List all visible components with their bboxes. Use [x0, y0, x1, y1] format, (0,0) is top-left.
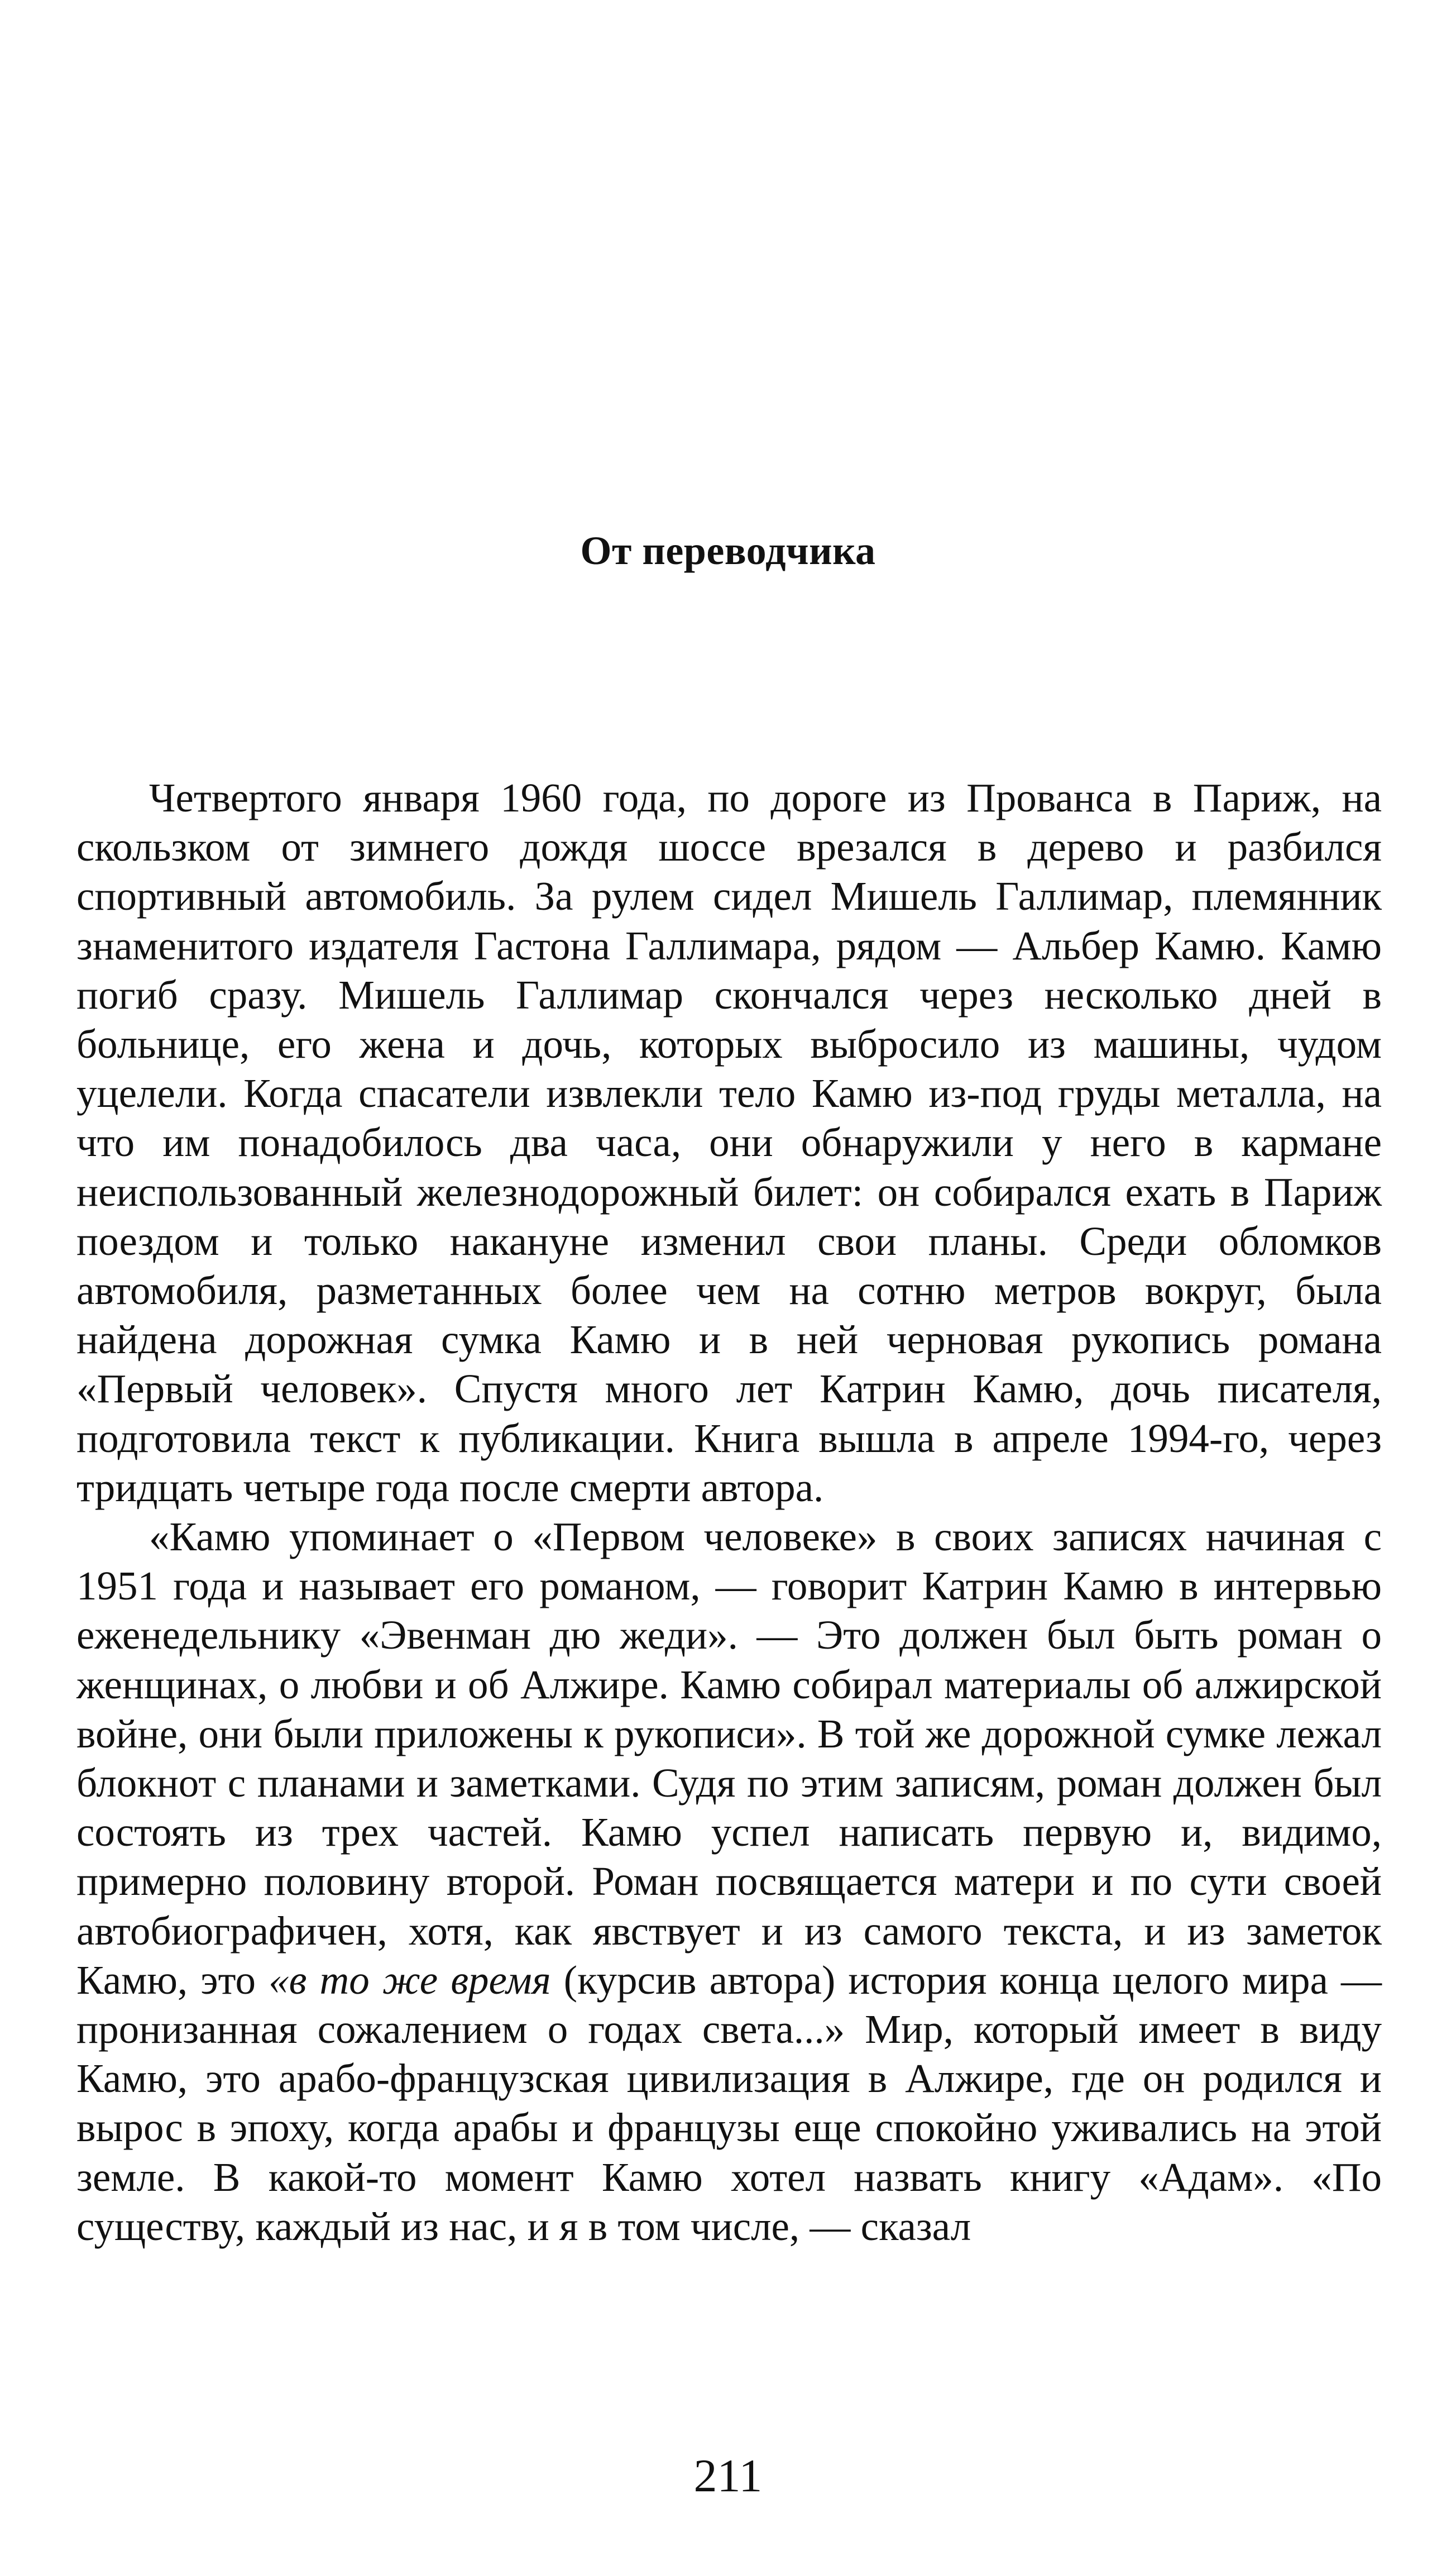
paragraph-2-part-1: «Камю упоминает о «Первом человеке» в своих записях начиная с 1951 года и называет его романом, — говорит Катрин Камю в интервью еженедельнику «Эвенман дю жеди». — Это должен был быть роман о женщинах, о любви и об Алжире. Камю собирал материалы об алжирской войне, они были приложены к рукописи». В той же дорожной сумке лежал блокнот с планами и заметками. Судя по этим записям, роман должен был состоять из трех частей. Камю успел написать первую и, видимо, примерно половину второй. Роман посвящается матери и по сути своей автобиографичен, хотя, как явствует и из самого текста, и из заметок Камю, это [76, 1514, 1382, 2003]
paragraph-1: Четвертого января 1960 года, по дороге из Прованса в Париж, на скользком от зимнего дождя шоссе врезался в дерево и разбился спортивный автомобиль. За рулем сидел Мишель Галлимар, племянник знаменитого издателя Гастона Галлимара, рядом — Альбер Камю. Камю погиб сразу. Мишель Галлимар скончался через несколько дней в больнице, его жена и дочь, которых выбросило из машины, чудом уцелели. Когда спасатели извлекли тело Камю из-под груды металла, на что им понадобилось два часа, они обнаружили у него в кармане неиспользованный железнодорожный билет: он собирался ехать в Париж поездом и только накануне изменил свои планы. Среди обломков автомобиля, разметанных более чем на сотню метров вокруг, была найдена дорожная сумка Камю и в ней черновая рукопись романа «Первый человек». Спустя много лет Катрин Камю, дочь писателя, подготовила текст к публикации. Книга вышла в апреле 1994-го, через тридцать четыре года после смерти автора. [76, 775, 1382, 1510]
paragraph-2 [76, 1512, 1382, 2251]
chapter-title: От переводчика [580, 528, 876, 573]
italic-quote: «в то же время [269, 1957, 551, 2003]
paragraph-2-part-2: (курсив автора) история конца целого мира — пронизанная сожалением о годах света...» Мир, который имеет в виду Камю, это арабо-французская цивилизация в Алжире, где он родился и вырос в эпоху, когда арабы и французы еще спокойно уживались на этой земле. В какой-то момент Камю хотел назвать книгу «Адам». «По существу, каждый из нас, и я в том числе, — сказал [76, 1957, 1382, 2249]
body-text [76, 773, 1382, 2251]
page-number: 211 [693, 2450, 763, 2502]
